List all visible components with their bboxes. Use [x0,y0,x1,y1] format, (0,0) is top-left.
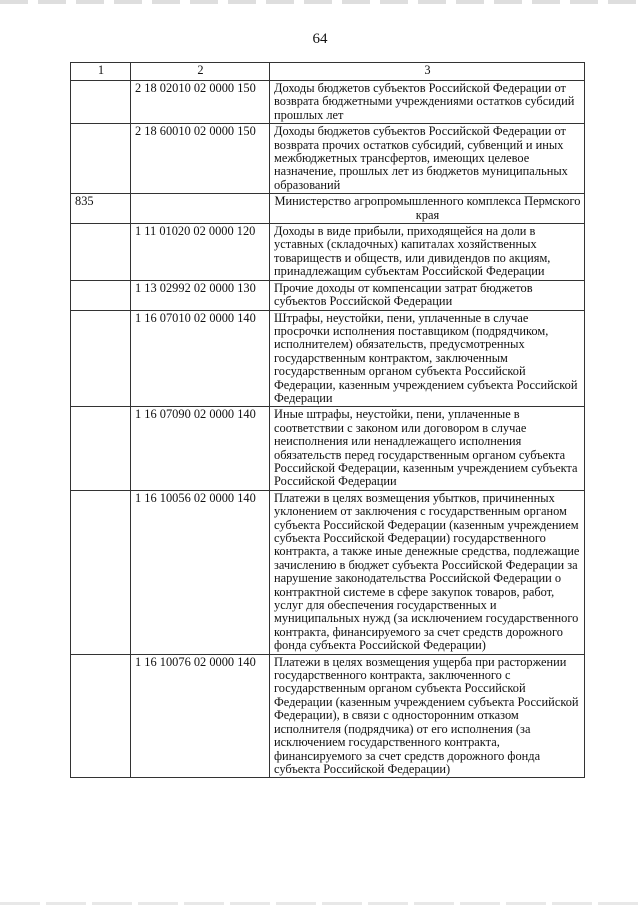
revenue-description-cell: Доходы бюджетов субъектов Российской Федерации от возврата прочих остатков субсидий, субвенций и иных межбюджетных трансфертов, имеющих целевое назначение, прошлых лет из бюджетов муниципальных образований [270,124,585,194]
table-row [71,654,585,778]
header-col-1: 1 [71,63,131,81]
header-col-2: 2 [131,63,270,81]
table-header-row [71,63,585,81]
admin-code-cell [71,81,131,124]
revenue-description-cell: Доходы в виде прибыли, приходящейся на доли в уставных (складочных) капиталах хозяйственных товариществ и обществ, или дивидендов по акциям, принадлежащим субъектам Российской Федерации [270,224,585,281]
table-row [71,490,585,654]
admin-code-cell [71,654,131,778]
revenue-description-cell: Иные штрафы, неустойки, пени, уплаченные в соответствии с законом или договором в случае неисполнения или ненадлежащего исполнения обязательств перед государственным органом субъекта Российской Федерации, казенным учреждением субъекта Российской Федерации [270,407,585,490]
revenue-code-cell: 2 18 60010 02 0000 150 [131,124,270,194]
revenue-code-cell: 1 16 10076 02 0000 140 [131,654,270,778]
admin-code-cell [71,124,131,194]
table-body [71,63,585,778]
admin-code-cell [71,224,131,281]
page-number: 64 [312,31,328,47]
revenue-code-cell: 1 11 01020 02 0000 120 [131,224,270,281]
revenue-code-cell: 1 13 02992 02 0000 130 [131,280,270,310]
table-row [71,81,585,124]
admin-code-cell [71,490,131,654]
table-row [71,407,585,490]
table-row [71,194,585,224]
revenue-description-cell: Министерство агропромышленного комплекса Пермского края [270,194,585,224]
admin-code-cell [71,310,131,407]
revenue-description-cell: Платежи в целях возмещения убытков, причиненных уклонением от заключения с государственным органом субъекта Российской Федерации (казенным учреждением субъекта Российской Федерации) государственного контракта, а также иные денежные средства, подлежащие зачислению в бюджет субъекта Российской Федерации за нарушение законодательства Российской Федерации о контрактной системе в сфере закупок товаров, работ, услуг для обеспечения государственных и муниципальных нужд (за исключением государственного контракта, финансируемого за счет средств дорожного фонда субъекта Российской Федерации) [270,490,585,654]
revenue-description-cell: Доходы бюджетов субъектов Российской Федерации от возврата бюджетными учреждениями остатков субсидий прошлых лет [270,81,585,124]
table-row [71,224,585,281]
revenue-code-cell: 1 16 07010 02 0000 140 [131,310,270,407]
table-row [71,310,585,407]
revenue-code-cell: 1 16 07090 02 0000 140 [131,407,270,490]
revenue-codes-table [70,62,585,778]
admin-code-cell: 835 [71,194,131,224]
revenue-description-cell: Штрафы, неустойки, пени, уплаченные в случае просрочки исполнения поставщиком (подрядчиком, исполнителем) обязательств, предусмотренных государственным контрактом, заключенным государственным органом субъекта Российской Федерации, казенным учреждением субъекта Российской Федерации [270,310,585,407]
revenue-description-cell: Прочие доходы от компенсации затрат бюджетов субъектов Российской Федерации [270,280,585,310]
table-row [71,280,585,310]
admin-code-cell [71,280,131,310]
revenue-code-cell [131,194,270,224]
revenue-code-cell: 2 18 02010 02 0000 150 [131,81,270,124]
admin-code-cell [71,407,131,490]
revenue-code-cell: 1 16 10056 02 0000 140 [131,490,270,654]
table-row [71,124,585,194]
revenue-description-cell: Платежи в целях возмещения ущерба при расторжении государственного контракта, заключенного с государственным органом субъекта Российской Федерации (казенным учреждением субъекта Российской Федерации), в связи с односторонним отказом исполнителя (подрядчика) от его исполнения (за исключением государственного контракта, финансируемого за счет средств дорожного фонда субъекта Российской Федерации) [270,654,585,778]
header-col-3: 3 [270,63,585,81]
scan-edge-top [0,0,640,4]
